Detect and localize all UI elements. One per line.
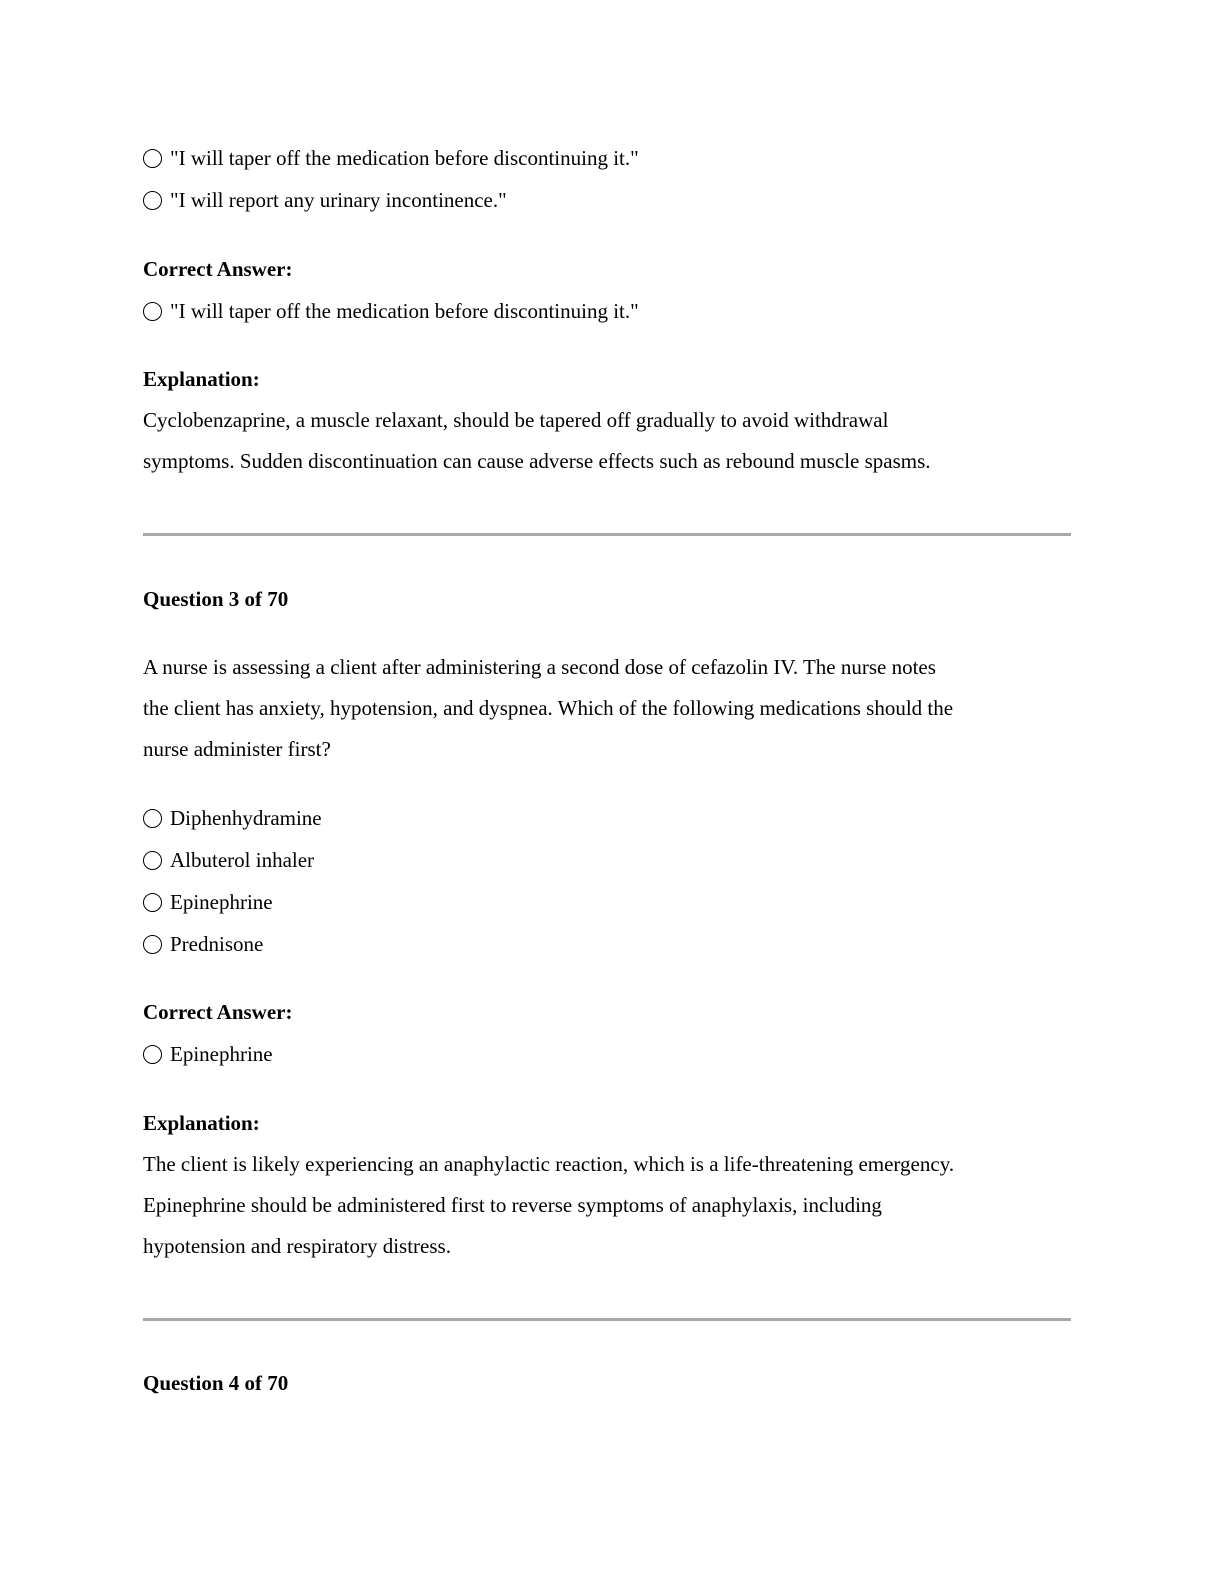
- correct-answer-option: [143, 1040, 273, 1068]
- option-label: Prednisone: [170, 932, 264, 956]
- answer-option[interactable]: [143, 846, 314, 874]
- answer-option[interactable]: [143, 930, 263, 958]
- question-text-line: A nurse is assessing a client after administering a second dose of cefazolin IV. The nurse notes: [143, 655, 936, 679]
- explanation-line: hypotension and respiratory distress.: [143, 1234, 451, 1258]
- radio-button-icon[interactable]: [143, 851, 162, 870]
- section-divider: [143, 533, 1071, 536]
- correct-answer-text: Epinephrine: [170, 1042, 273, 1066]
- correct-answer-text: "I will taper off the medication before discontinuing it.": [170, 299, 639, 323]
- radio-button-icon[interactable]: [143, 809, 162, 828]
- correct-answer-option: [143, 297, 639, 325]
- question-heading: Question 3 of 70: [143, 587, 289, 611]
- option-label: Albuterol inhaler: [170, 848, 315, 872]
- explanation-heading: Explanation:: [143, 367, 260, 391]
- radio-button-icon[interactable]: [143, 191, 162, 210]
- answer-option[interactable]: [143, 186, 507, 214]
- radio-button-icon[interactable]: [143, 935, 162, 954]
- explanation-line: Epinephrine should be administered first to reverse symptoms of anaphylaxis, including: [143, 1193, 882, 1217]
- question-heading: Question 4 of 70: [143, 1371, 289, 1395]
- correct-answer-heading: Correct Answer:: [143, 1000, 293, 1024]
- section-divider: [143, 1318, 1071, 1321]
- question-text-line: the client has anxiety, hypotension, and dyspnea. Which of the following medications should the: [143, 696, 954, 720]
- answer-option[interactable]: [143, 888, 273, 916]
- correct-answer-heading: Correct Answer:: [143, 257, 293, 281]
- radio-button-icon: [143, 302, 162, 321]
- explanation-line: Cyclobenzaprine, a muscle relaxant, should be tapered off gradually to avoid withdrawal: [143, 408, 889, 432]
- radio-button-icon: [143, 1045, 162, 1064]
- answer-option[interactable]: [143, 804, 322, 832]
- radio-button-icon[interactable]: [143, 149, 162, 168]
- option-label: "I will taper off the medication before discontinuing it.": [170, 146, 639, 170]
- question-text-line: nurse administer first?: [143, 737, 331, 761]
- option-label: Diphenhydramine: [170, 806, 322, 830]
- explanation-line: symptoms. Sudden discontinuation can cause adverse effects such as rebound muscle spasms.: [143, 449, 931, 473]
- radio-button-icon[interactable]: [143, 893, 162, 912]
- answer-option[interactable]: [143, 144, 639, 172]
- explanation-line: The client is likely experiencing an anaphylactic reaction, which is a life-threatening emergency.: [143, 1152, 955, 1176]
- option-label: Epinephrine: [170, 890, 273, 914]
- explanation-heading: Explanation:: [143, 1111, 260, 1135]
- option-label: "I will report any urinary incontinence.": [170, 188, 507, 212]
